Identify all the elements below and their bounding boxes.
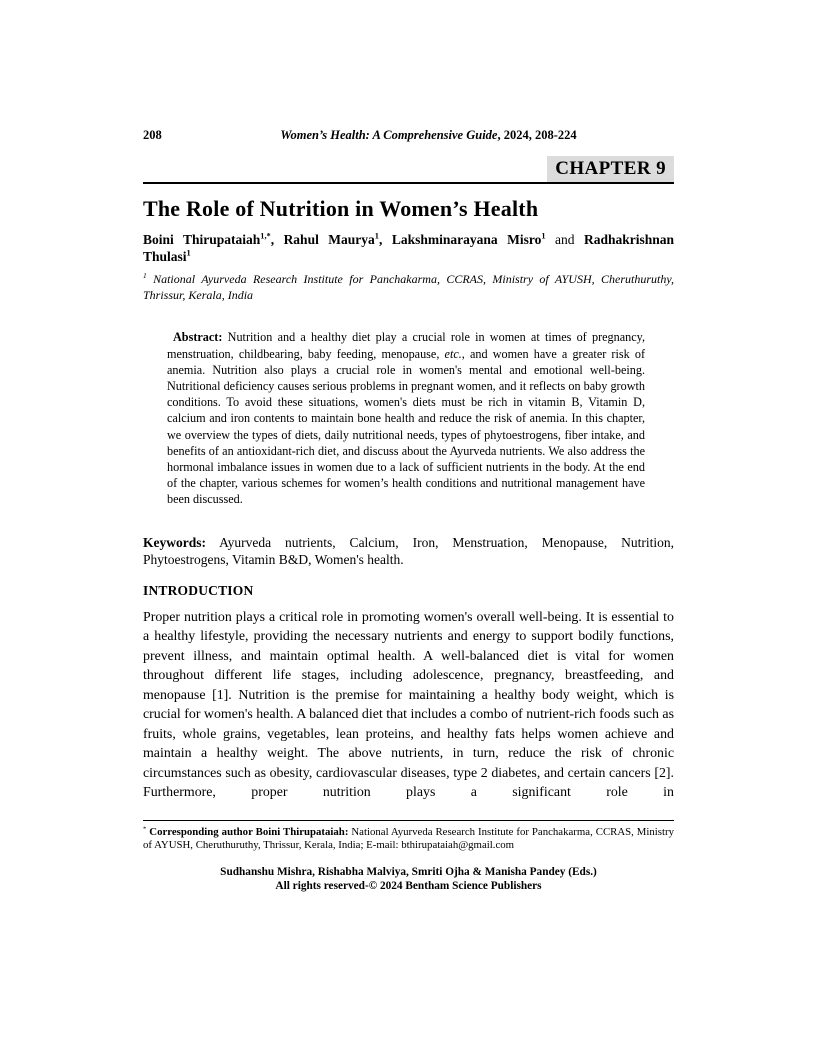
abstract-etc: etc. [444, 346, 462, 361]
author-name: Rahul Maurya [283, 232, 375, 247]
abstract-text: Nutrition and a healthy diet play a crucial role in women at times of pregnancy, menstruation, childbearing, baby feeding, menopause, [167, 330, 645, 361]
chapter-banner-row [143, 156, 674, 184]
author-separator: , [378, 232, 392, 247]
running-reference [183, 128, 674, 143]
footnote-text: National Ayurveda Research Institute for Panchakarma, CCRAS, Ministry of AYUSH, Cheruthuruthy, Thrissur, Kerala, India; E-mail: bthirupataiah@gmail.com [143, 826, 675, 851]
abstract-block [167, 329, 645, 507]
affiliation-line [143, 272, 674, 303]
author-separator: , [270, 232, 284, 247]
running-book-title: Women’s Health: A Comprehensive Guide [280, 128, 498, 142]
author-affiliation-marker: 1 [541, 231, 546, 241]
running-header [143, 128, 674, 143]
author-affiliation-marker: 1,* [260, 231, 271, 241]
keywords-label: Keywords: [143, 534, 206, 550]
corresponding-author-footnote [143, 826, 674, 852]
introduction-paragraph: Proper nutrition plays a critical role in promoting women's overall well-being. It is essential to a healthy lifestyle, providing the necessary nutrients and energy to support bodily functions, prevent illness, and maintain optimal health. A well-balanced diet is vital for women throughout different life stages, including adolescence, pregnancy, breastfeeding, and menopause [1]. Nutrition is the premise for maintaining a healthy body weight, which is crucial for women's health. A balanced diet that includes a combo of nutrient-rich foods such as fruits, whole grains, vegetables, lean proteins, and healthy fats helps women achieve and maintain a healthy weight. The above nutrients, in turn, reduce the risk of chronic circumstances such as obesity, cardiovascular diseases, type 2 diabetes, and certain cancers [2]. Furthermore, proper nutrition plays a significant role in [143, 609, 674, 801]
author-conjunction: and [545, 232, 584, 247]
affiliation-text: National Ayurveda Research Institute for Panchakarma, CCRAS, Ministry of AYUSH, Cheruthuruthy, Thrissur, Kerala, India [143, 272, 674, 302]
abstract-label: Abstract: [173, 330, 223, 345]
authors-line [143, 232, 674, 265]
page-footer [143, 820, 674, 894]
footnote-marker: * [143, 825, 147, 833]
editors-line: Sudhanshu Mishra, Rishabha Malviya, Smriti Ojha & Manisha Pandey (Eds.) [220, 865, 597, 878]
keywords-text: Ayurveda nutrients, Calcium, Iron, Menstruation, Menopause, Nutrition, Phytoestrogens, Vitamin B&D, Women's health. [143, 534, 674, 567]
chapter-title: The Role of Nutrition in Women’s Health [143, 196, 539, 221]
abstract-text: , and women have a greater risk of anemia. Nutrition also plays a crucial role in women's mental and emotional well-being. Nutritional deficiency causes serious problems in pregnant women, and it reflects on baby growth conditions. To avoid these situations, women's diets must be rich in vitamin B, Vitamin D, calcium and iron contents to maintain bone health and reduce the risk of anemia. In this chapter, we overview the types of diets, daily nutritional needs, types of phytoestrogens, fiber intake, and benefits of an antioxidant-rich diet, and discuss about the Ayurveda nutrients. We also address the hormonal imbalance issues in women due to a lack of sufficient nutrients in the body. At the end of the chapter, various schemes for women’s health conditions and nutritional management have been discussed. [167, 346, 646, 507]
author-affiliation-marker: 1 [374, 231, 379, 241]
running-year-pages: , 2024, 208-224 [497, 128, 577, 142]
rights-line: All rights reserved-© 2024 Bentham Science Publishers [275, 880, 542, 893]
keywords-block [143, 534, 674, 568]
chapter-banner: CHAPTER 9 [547, 156, 674, 182]
author-name: Boini Thirupataiah [143, 232, 261, 247]
author-name: Radhakrishnan Thulasi [143, 232, 674, 264]
author-affiliation-marker: 1 [186, 248, 191, 258]
publisher-block [143, 865, 674, 894]
affiliation-marker: 1 [143, 271, 147, 281]
footnote-label: Corresponding author Boini Thirupataiah: [146, 826, 349, 838]
section-heading-introduction: INTRODUCTION [143, 582, 254, 598]
author-name: Lakshminarayana Misro [391, 232, 542, 247]
page-number: 208 [143, 128, 162, 142]
